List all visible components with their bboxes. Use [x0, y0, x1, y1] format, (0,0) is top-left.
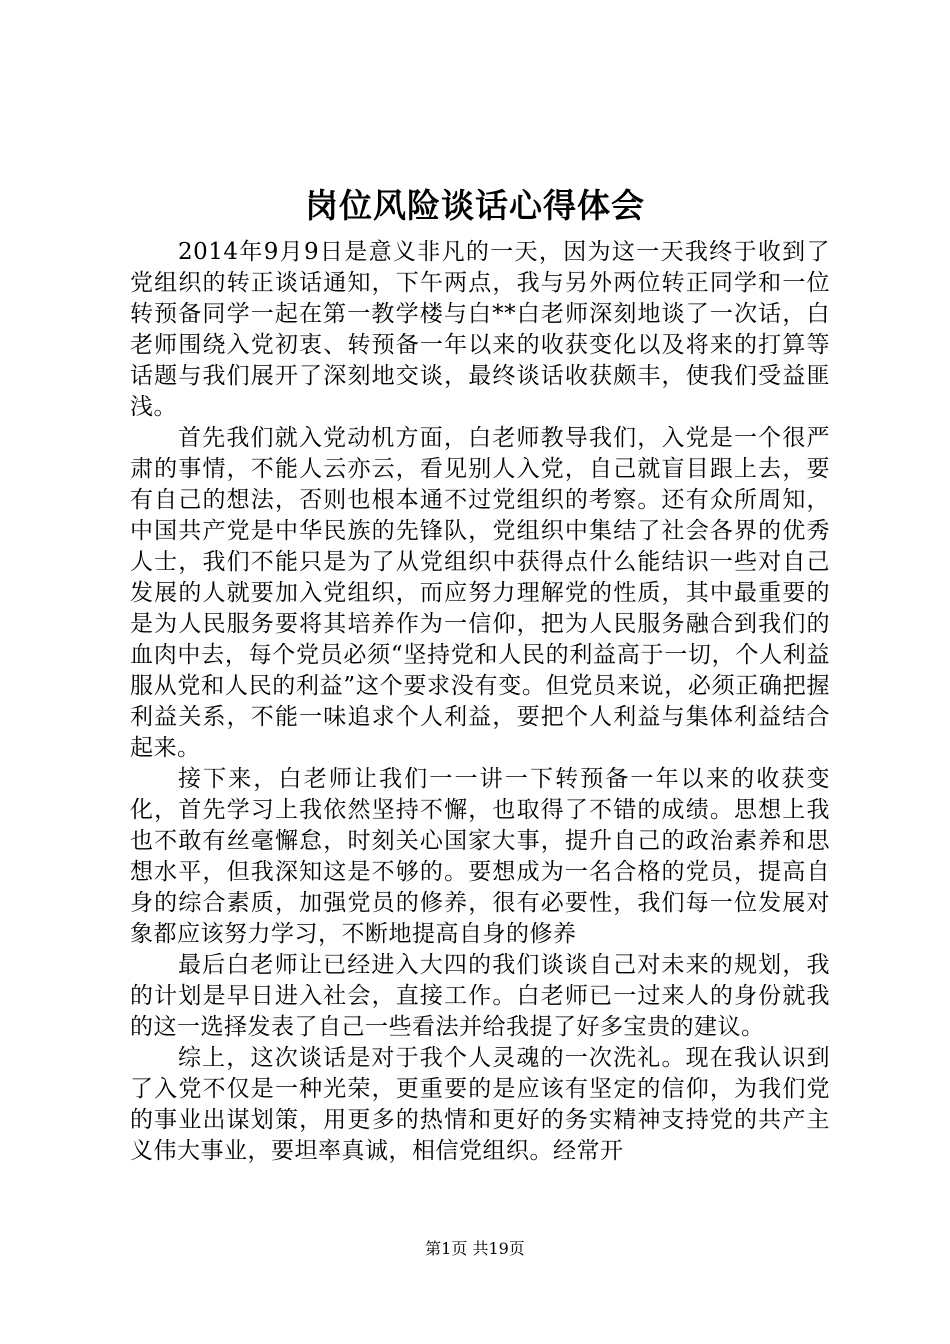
paragraph-3: 接下来，白老师让我们一一讲一下转预备一年以来的收获变化，首先学习上我依然坚持不懈，也取得了不错的成绩。思想上我也不敢有丝毫懈怠，时刻关心国家大事，提升自己的政治素养和思想水平，但我深知这是不够的。要想成为一名合格的党员，提高自身的综合素质，加强党员的修养，很有必要性，我们每一位发展对象都应该努力学习，不断地提高自身的修养: [130, 766, 830, 947]
document-body: [130, 237, 830, 1167]
paragraph-1: 2014年9月9日是意义非凡的一天，因为这一天我终于收到了党组织的转正谈话通知，下午两点，我与另外两位转正同学和一位转预备同学一起在第一教学楼与白**白老师深刻地谈了一次话，白老师围绕入党初衷、转预备一年以来的收获变化以及将来的打算等话题与我们展开了深刻地交谈，最终谈话收获颇丰，使我们受益匪浅。: [130, 239, 830, 420]
paragraph-4: 最后白老师让已经进入大四的我们谈谈自己对未来的规划，我的计划是早日进入社会，直接工作。白老师已一过来人的身份就我的这一选择发表了自己一些看法并给我提了好多宝贵的建议。: [130, 952, 830, 1040]
page-footer: 第1页 共19页: [425, 1239, 525, 1258]
document-title: 岗位风险谈话心得体会: [305, 186, 645, 225]
paragraph-5: 综上，这次谈话是对于我个人灵魂的一次洗礼。现在我认识到了入党不仅是一种光荣，更重要的是应该有坚定的信仰，为我们党的事业出谋划策，用更多的热情和更好的务实精神支持党的共产主义伟大事业，要坦率真诚，相信党组织。经常开: [130, 1045, 830, 1164]
paragraph-2: 首先我们就入党动机方面，白老师教导我们，入党是一个很严肃的事情，不能人云亦云，看见别人入党，自己就盲目跟上去，要有自己的想法，否则也根本通不过党组织的考察。还有众所周知，中国共产党是中华民族的先锋队，党组织中集结了社会各界的优秀人士，我们不能只是为了从党组织中获得点什么能结识一些对自己发展的人就要加入党组织，而应努力理解党的性质，其中最重要的是为人民服务要将其培养作为一信仰，把为人民服务融合到我们的血肉中去，每个党员必须“坚持党和人民的利益高于一切，个人利益服从党和人民的利益”这个要求没有变。但党员来说，必须正确把握利益关系，不能一味追求个人利益，要把个人利益与集体利益结合起来。: [130, 425, 830, 761]
